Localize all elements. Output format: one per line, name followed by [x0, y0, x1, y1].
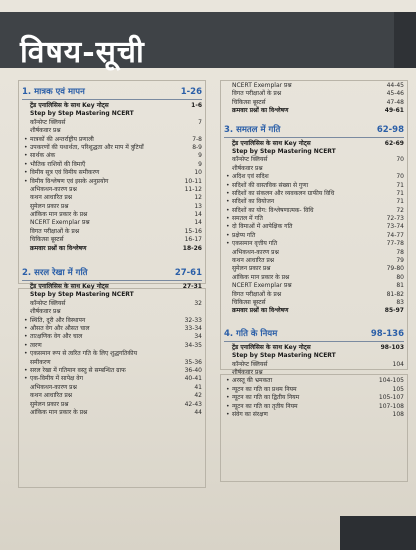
toc-entry[interactable]: [18, 152, 206, 160]
toc-entry[interactable]: [220, 232, 408, 240]
toc-entry-page: 77-78: [386, 240, 404, 248]
toc-entry[interactable]: [220, 140, 408, 148]
toc-entry-title: Step by Step Mastering NCERT: [30, 110, 134, 118]
toc-entry-page: 47-48: [386, 98, 404, 106]
toc-entry-page: 79-80: [386, 265, 404, 273]
toc-entry-title: शीर्षकवार प्रश्न: [30, 308, 61, 316]
toc-entry-page: 62-69: [384, 139, 404, 147]
toc-entry[interactable]: [220, 377, 408, 385]
toc-entry-title: ट्रेंड एनालिसिस के साथ Key नोट्स: [30, 283, 109, 291]
toc-entry-title: सुमेलन प्रकार प्रश्न: [232, 265, 271, 273]
toc-entry-title: • सरल रेखा में गतिमान वस्तु से सम्बन्धित ग्राफ: [30, 367, 126, 375]
toc-entry-page: 42-43: [184, 400, 202, 408]
chapter-1-pages: 1-26: [180, 87, 202, 97]
toc-entry[interactable]: [220, 403, 408, 411]
toc-entry[interactable]: [220, 90, 408, 98]
toc-entry[interactable]: [220, 361, 408, 369]
toc-entry-title: शीर्षकवार प्रश्न: [232, 164, 263, 172]
toc-entry[interactable]: [18, 211, 206, 219]
toc-entry-page: 105-107: [378, 394, 404, 402]
toc-entry[interactable]: [18, 317, 206, 325]
chapter-3-rule: [224, 137, 404, 138]
toc-entry[interactable]: [220, 240, 408, 248]
toc-entry[interactable]: [18, 169, 206, 177]
toc-entry-title: NCERT Exemplar प्रश्न: [232, 82, 292, 89]
toc-entry-title: NCERT Exemplar प्रश्न: [232, 282, 292, 290]
toc-entry-title: ट्रेंड एनालिसिस के साथ Key नोट्स: [232, 139, 311, 147]
toc-entry[interactable]: [220, 344, 408, 352]
toc-entry-page: 34-35: [184, 341, 202, 349]
toc-entry-title: समीकरण: [30, 358, 51, 366]
toc-entry-title: कॉन्सेप्ट क्लियर्स: [30, 118, 66, 126]
toc-entry-page: 78: [396, 248, 404, 256]
toc-entry-page: 18-26: [182, 244, 202, 252]
toc-entry[interactable]: [220, 352, 408, 360]
toc-entry[interactable]: [18, 219, 206, 227]
toc-entry-page: 70: [396, 173, 404, 181]
toc-entry-page: 36-40: [184, 366, 202, 374]
toc-entry-title: चिकित्सा बूस्टर्स: [30, 236, 64, 244]
chapter-3-heading[interactable]: [220, 124, 408, 137]
toc-entry[interactable]: [18, 203, 206, 211]
toc-entry-title: • सदिशों की वास्तविक संख्या से गुणा: [232, 182, 308, 190]
toc-entry-title: • भौतिक राशियों की विमाएँ: [30, 161, 85, 169]
toc-entry[interactable]: [220, 207, 408, 215]
toc-entry-title: अभिकथन-कारण प्रश्न: [30, 383, 77, 391]
chapter-2-continued-list: [220, 82, 408, 116]
toc-entry-page: 44-45: [386, 82, 404, 89]
chapter-4-rule: [224, 341, 404, 342]
toc-entry-title: ट्रेंड एनालिसिस के साथ Key नोट्स: [30, 102, 109, 109]
toc-entry-page: 81: [396, 282, 404, 290]
toc-right-column: [220, 80, 408, 419]
toc-entry-title: कथन आधारित प्रश्न: [30, 194, 73, 202]
toc-entry[interactable]: [220, 107, 408, 115]
toc-entry-title: सुमेलन प्रकार प्रश्न: [30, 202, 69, 210]
toc-entry-page: 33-34: [184, 324, 202, 332]
toc-entry-page: 73-74: [386, 223, 404, 231]
toc-entry-page: 13: [194, 202, 202, 210]
toc-entry-page: 74-77: [386, 231, 404, 239]
toc-entry-title: • एकसमान रूप से त्वरित गति के लिए शुद्धगतिकीय: [30, 350, 137, 358]
toc-entry[interactable]: [18, 300, 206, 308]
toc-entry[interactable]: [18, 401, 206, 409]
toc-entry[interactable]: [18, 392, 206, 400]
toc-entry[interactable]: [220, 223, 408, 231]
toc-entry[interactable]: [18, 291, 206, 299]
toc-entry[interactable]: [18, 333, 206, 341]
toc-entry-page: 98-103: [380, 343, 404, 351]
toc-entry[interactable]: [220, 165, 408, 173]
toc-entry-title: विगत परीक्षाओं के प्रश्न: [30, 227, 80, 235]
bottom-edge-tab: [340, 516, 416, 550]
toc-entry[interactable]: [18, 375, 206, 383]
chapter-2-list: [18, 283, 206, 417]
toc-entry-page: 45-46: [386, 90, 404, 98]
toc-entry-page: 71: [396, 181, 404, 189]
chapter-2-rule: [22, 280, 202, 281]
toc-entry-title: शीर्षकवार प्रश्न: [232, 368, 263, 376]
toc-entry-title: Step by Step Mastering NCERT: [30, 291, 134, 299]
toc-entry-title: • अदिश एवं सदिश: [232, 173, 269, 181]
toc-entry[interactable]: [18, 102, 206, 110]
toc-entry-title: • स्थिति, दूरी और विस्थापन: [30, 317, 85, 325]
toc-entry-title: • सदिशों का वियोजन: [232, 198, 274, 206]
toc-entry[interactable]: [220, 386, 408, 394]
toc-entry-title: • अरस्तू की भ्रमकता: [232, 377, 272, 385]
toc-entry-title: अभिकथन-कारण प्रश्न: [30, 185, 77, 193]
toc-entry[interactable]: [220, 99, 408, 107]
toc-entry[interactable]: [220, 282, 408, 290]
toc-entry-page: 108: [392, 410, 404, 418]
toc-entry-title: • सार्थक अंक: [30, 152, 55, 160]
toc-entry-title: • संवेग का संरक्षण: [232, 411, 268, 419]
toc-entry-title: • उपकरणों की यथार्थता, परिशुद्धता और माप में त्रुटियाँ: [30, 144, 144, 152]
toc-entry[interactable]: [220, 411, 408, 419]
chapter-4-list: [220, 344, 408, 420]
chapter-2-heading[interactable]: [18, 267, 206, 280]
toc-entry-title: विगत परीक्षाओं के प्रश्न: [232, 290, 282, 298]
toc-entry[interactable]: [18, 136, 206, 144]
toc-header-bar: [0, 12, 416, 68]
toc-entry-page: 107-108: [378, 402, 404, 410]
chapter-2-title: 2. सरल रेखा में गति: [22, 268, 88, 279]
toc-entry[interactable]: [18, 308, 206, 316]
toc-entry-page: 11-12: [184, 185, 202, 193]
toc-entry[interactable]: [18, 409, 206, 417]
toc-entry-page: 72-73: [386, 215, 404, 223]
toc-entry-title: सुमेलन प्रकार प्रश्न: [30, 400, 69, 408]
toc-entry-title: • विमीय सूत्र एवं विमीय समीकरण: [30, 169, 99, 177]
toc-entry[interactable]: [18, 236, 206, 244]
toc-entry-page: 81-82: [386, 290, 404, 298]
toc-entry-page: 35-36: [184, 358, 202, 366]
toc-entry-title: चिकित्सा बूस्टर्स: [232, 298, 266, 306]
toc-left-column: [18, 80, 206, 417]
toc-entry-title: • न्यूटन का गति का तृतीय नियम: [232, 403, 298, 411]
toc-entry-title: • सदिशों का संकलन और व्यवकलन ग्राफीय विधि: [232, 190, 334, 198]
toc-entry[interactable]: [18, 245, 206, 253]
toc-entry-page: 12: [194, 194, 202, 202]
toc-entry-page: 42: [194, 392, 202, 400]
toc-entry[interactable]: [220, 182, 408, 190]
toc-entry[interactable]: [220, 173, 408, 181]
toc-entry-title: क्रमवार प्रश्नों का विश्लेषण: [30, 244, 87, 252]
chapter-1-rule: [22, 99, 202, 100]
toc-entry-title: कॉन्सेप्ट क्लियर्स: [30, 299, 66, 307]
toc-entry[interactable]: [220, 291, 408, 299]
toc-entry-title: आंकिक मान प्रकार के प्रश्न: [232, 273, 290, 281]
toc-entry[interactable]: [220, 394, 408, 402]
toc-entry-page: 71: [396, 198, 404, 206]
toc-entry-page: 85-97: [384, 307, 404, 315]
toc-entry[interactable]: [18, 110, 206, 118]
toc-entry-page: 104: [392, 360, 404, 368]
chapter-4-title: 4. गति के नियम: [224, 328, 278, 339]
toc-entry[interactable]: [18, 350, 206, 358]
toc-entry-page: 80: [396, 273, 404, 281]
chapter-2-pages: 27-61: [174, 268, 202, 279]
toc-entry-title: क्रमवार प्रश्नों का विश्लेषण: [232, 107, 289, 115]
toc-entry-page: 32-33: [184, 316, 202, 324]
chapter-3-pages: 62-98: [376, 124, 404, 135]
toc-entry-title: कॉन्सेप्ट क्लियर्स: [232, 156, 268, 164]
toc-entry-page: 7: [198, 118, 202, 126]
toc-entry-page: 105: [392, 385, 404, 393]
toc-entry-title: NCERT Exemplar प्रश्न: [30, 219, 90, 227]
toc-entry-title: • तात्क्षणिक वेग और चाल: [30, 333, 82, 341]
chapter-4-pages: 98-136: [370, 328, 404, 339]
toc-entry-page: 40-41: [184, 375, 202, 383]
toc-entry-page: 34: [194, 333, 202, 341]
toc-entry-page: 79: [396, 257, 404, 265]
toc-entry[interactable]: [220, 249, 408, 257]
toc-entry[interactable]: [18, 119, 206, 127]
toc-entry-title: विगत परीक्षाओं के प्रश्न: [232, 90, 282, 98]
toc-entry[interactable]: [18, 384, 206, 392]
toc-entry[interactable]: [220, 198, 408, 206]
toc-entry[interactable]: [18, 178, 206, 186]
page-title: विषय-सूची: [20, 35, 145, 70]
toc-entry-title: • त्वरण: [30, 342, 42, 350]
toc-entry-title: कॉन्सेप्ट क्लियर्स: [232, 360, 268, 368]
header-edge-tab: [394, 12, 416, 68]
toc-entry-title: कथन आधारित प्रश्न: [30, 392, 73, 400]
chapter-1-title: 1. मात्रक एवं मापन: [22, 87, 85, 97]
toc-entry-title: • न्यूटन का गति का प्रथम नियम: [232, 386, 297, 394]
toc-entry[interactable]: [18, 359, 206, 367]
toc-entry-title: ट्रेंड एनालिसिस के साथ Key नोट्स: [232, 343, 311, 351]
toc-entry-title: Step by Step Mastering NCERT: [232, 352, 336, 360]
toc-entry-title: • सदिशों का योग: विश्लेषणात्मक- विधि: [232, 207, 314, 215]
toc-entry-title: • प्रक्षेप्य गति: [232, 232, 255, 240]
toc-entry-page: 14: [194, 211, 202, 219]
toc-entry-title: • दो विमाओं में आपेक्षिक गति: [232, 223, 292, 231]
toc-entry-page: 70: [396, 156, 404, 164]
toc-entry-title: कथन आधारित प्रश्न: [232, 257, 275, 265]
toc-entry-page: 32: [194, 299, 202, 307]
toc-entry-title: • विमीय विश्लेषण एवं इसके अनुप्रयोग: [30, 178, 108, 186]
chapter-1-list: [18, 102, 206, 253]
chapter-1-heading[interactable]: [18, 86, 206, 99]
toc-entry-page: 71: [396, 189, 404, 197]
toc-entry-page: 16-17: [184, 236, 202, 244]
toc-entry-title: • मात्रकों की अन्तर्राष्ट्रीय प्रणाली: [30, 136, 94, 144]
toc-entry-page: 44: [194, 408, 202, 416]
toc-entry-page: 104-105: [378, 377, 404, 385]
toc-entry-title: शीर्षकवार प्रश्न: [30, 127, 61, 135]
toc-entry-title: • औसत वेग और औसत चाल: [30, 325, 90, 333]
chapter-3-title: 3. समतल में गति: [224, 124, 281, 135]
toc-entry-page: 41: [194, 383, 202, 391]
toc-entry-title: आंकिक मान प्रकार के प्रश्न: [30, 211, 88, 219]
toc-entry-page: 14: [194, 219, 202, 227]
toc-entry[interactable]: [220, 274, 408, 282]
toc-entry-title: आंकिक मान प्रकार के प्रश्न: [30, 408, 88, 416]
toc-entry-page: 10-11: [184, 177, 202, 185]
toc-entry-title: • न्यूटन का गति का द्वितीय नियम: [232, 394, 299, 402]
toc-entry-title: • एकसमान वृत्तीय गति: [232, 240, 277, 248]
toc-entry-page: 15-16: [184, 227, 202, 235]
toc-entry[interactable]: [18, 283, 206, 291]
toc-entry[interactable]: [220, 307, 408, 315]
toc-entry-page: 1-6: [191, 102, 202, 109]
toc-entry-title: • समतल में गति: [232, 215, 263, 223]
toc-entry[interactable]: [18, 161, 206, 169]
toc-entry[interactable]: [18, 228, 206, 236]
toc-entry-title: अभिकथन-कारण प्रश्न: [232, 248, 279, 256]
toc-entry-page: 9: [198, 152, 202, 160]
toc-entry-page: 72: [396, 206, 404, 214]
chapter-3-list: [220, 140, 408, 316]
toc-entry-title: • एक-विमीय में सापेक्ष वेग: [30, 375, 83, 383]
toc-entry-page: 49-61: [384, 107, 404, 115]
toc-entry[interactable]: [18, 127, 206, 135]
toc-entry-page: 27-31: [182, 283, 202, 291]
toc-entry-page: 10: [194, 169, 202, 177]
toc-entry-title: चिकित्सा बूस्टर्स: [232, 98, 266, 106]
chapter-4-heading[interactable]: [220, 328, 408, 341]
toc-entry-page: 7-8: [192, 135, 202, 143]
toc-entry-title: क्रमवार प्रश्नों का विश्लेषण: [232, 307, 289, 315]
toc-entry-page: 8-9: [192, 143, 202, 151]
toc-entry-page: 83: [396, 298, 404, 306]
toc-entry-page: 9: [198, 160, 202, 168]
toc-entry[interactable]: [18, 342, 206, 350]
toc-entry[interactable]: [18, 194, 206, 202]
toc-entry-title: Step by Step Mastering NCERT: [232, 147, 336, 155]
toc-entry[interactable]: [220, 156, 408, 164]
toc-entry[interactable]: [220, 265, 408, 273]
